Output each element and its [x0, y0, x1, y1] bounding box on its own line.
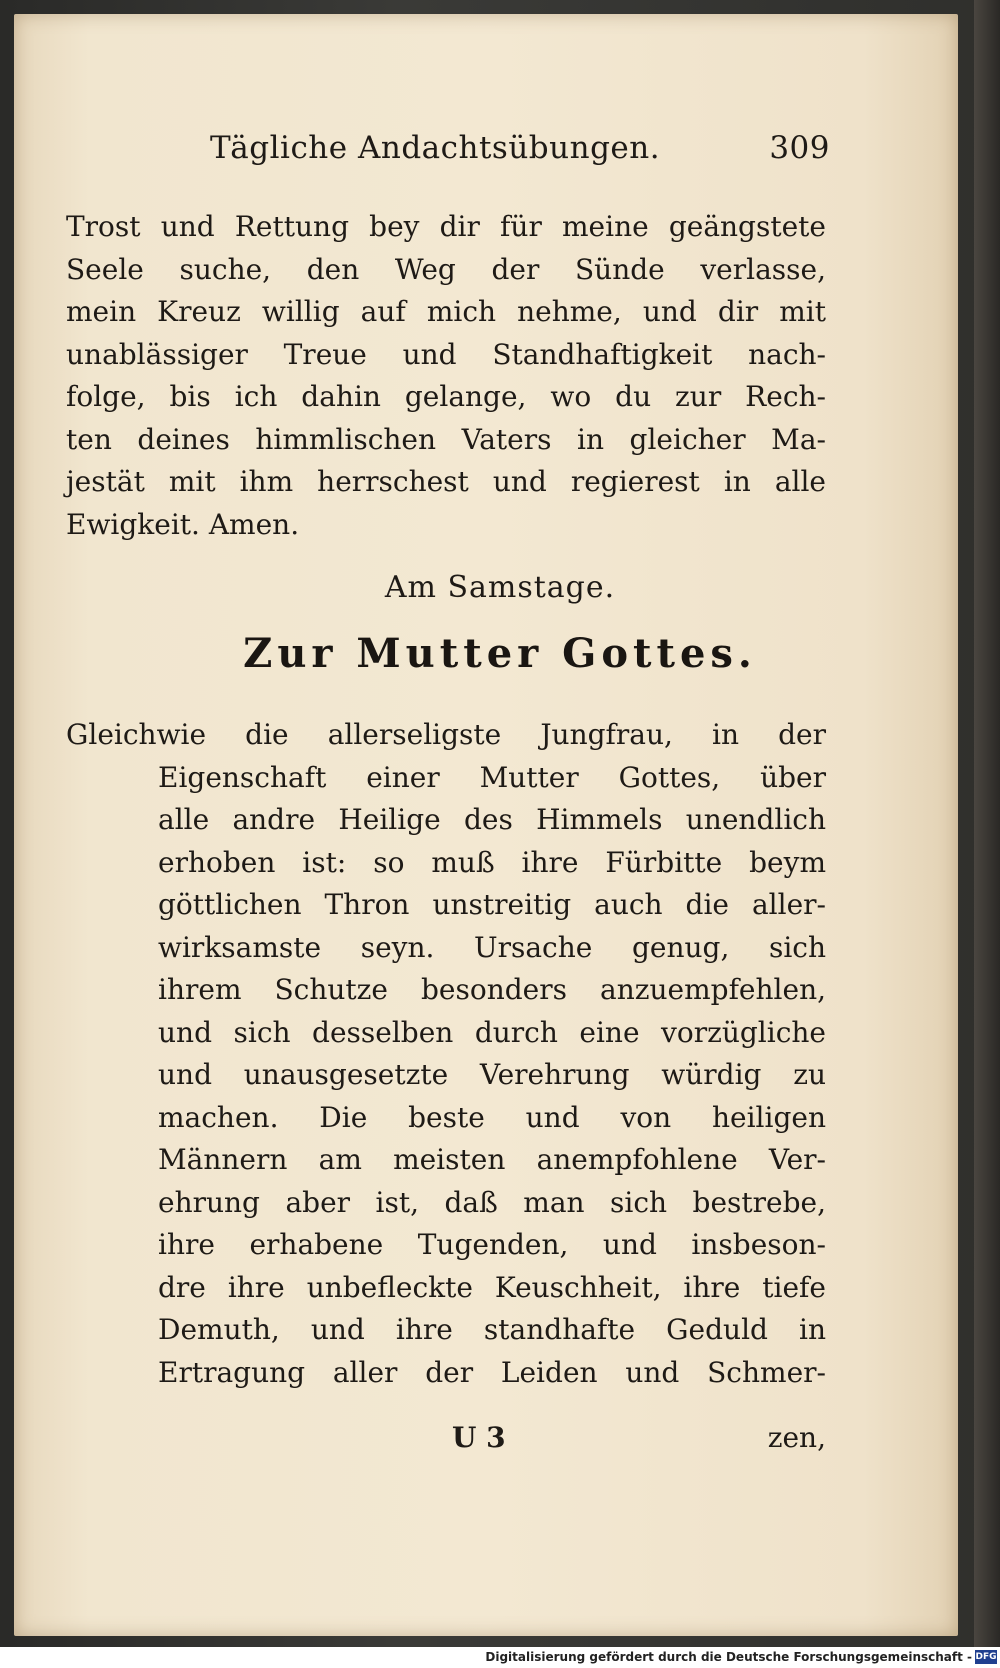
- text-line: unablässiger Treue und Standhaftigkeit nach-: [66, 337, 826, 371]
- page-number: 309: [769, 130, 830, 166]
- text-line: ihrem Schutze besonders anzuempfehlen,: [158, 973, 826, 1006]
- section-day-heading: Am Samstage.: [384, 570, 616, 605]
- running-head-title: Tägliche Andachtsübungen.: [210, 130, 661, 166]
- text-line: und sich desselben durch eine vorzügliche: [158, 1015, 826, 1049]
- text-line: Trost und Rettung bey dir für meine geängstete: [66, 210, 826, 243]
- text-line: göttlichen Thron unstreitig auch die aller-: [158, 888, 826, 921]
- text-line: Ertragung aller der Leiden und Schmer-: [158, 1355, 826, 1389]
- text-line: alle andre Heilige des Himmels unendlich: [158, 803, 826, 836]
- text-line: Demuth, und ihre standhafte Geduld in: [158, 1313, 826, 1346]
- text-line: Männern am meisten anempfohlene Ver-: [158, 1143, 826, 1176]
- book-spine-edge: [974, 0, 1000, 1647]
- credit-text: Digitalisierung gefördert durch die Deutsche Forschungsgemeinschaft -: [485, 1650, 972, 1664]
- text-line: ten deines himmlischen Vaters in gleicher Ma-: [66, 422, 826, 456]
- text-line: und unausgesetzte Verehrung würdig zu: [158, 1058, 826, 1091]
- text-line: Seele suche, den Weg der Sünde verlasse,: [66, 252, 826, 286]
- running-head: [210, 130, 830, 174]
- text-line: Ewigkeit. Amen.: [66, 507, 300, 541]
- text-line: dre ihre unbefleckte Keuschheit, ihre tiefe: [158, 1270, 826, 1304]
- text-line: erhoben ist: so muß ihre Fürbitte beym: [158, 845, 826, 879]
- section-title: Zur Mutter Gottes.: [243, 630, 757, 677]
- paragraph-2: [66, 714, 826, 1394]
- text-line: wirksamste seyn. Ursache genug, sich: [158, 930, 826, 964]
- signature-mark: U 3: [452, 1421, 506, 1454]
- text-line: Eigenschaft einer Mutter Gottes, über: [158, 760, 826, 794]
- catchword: zen,: [767, 1421, 826, 1454]
- text-line: Gleichwie die allerseligste Jungfrau, in der: [66, 718, 826, 751]
- text-line: folge, bis ich dahin gelange, wo du zur Rech-: [66, 380, 826, 413]
- credit-bar: [0, 1647, 1000, 1668]
- text-line: ihre erhabene Tugenden, und insbeson-: [158, 1228, 826, 1261]
- text-line: ehrung aber ist, daß man sich bestrebe,: [158, 1185, 826, 1219]
- page-footer: [66, 1421, 826, 1465]
- text-line: jestät mit ihm herrschest und regierest in alle: [66, 465, 826, 498]
- paragraph-1: [66, 206, 826, 546]
- text-line: mein Kreuz willig auf mich nehme, und dir mit: [66, 295, 826, 328]
- text-line: machen. Die beste und von heiligen: [158, 1100, 826, 1134]
- dfg-logo-icon: DFG: [975, 1652, 997, 1662]
